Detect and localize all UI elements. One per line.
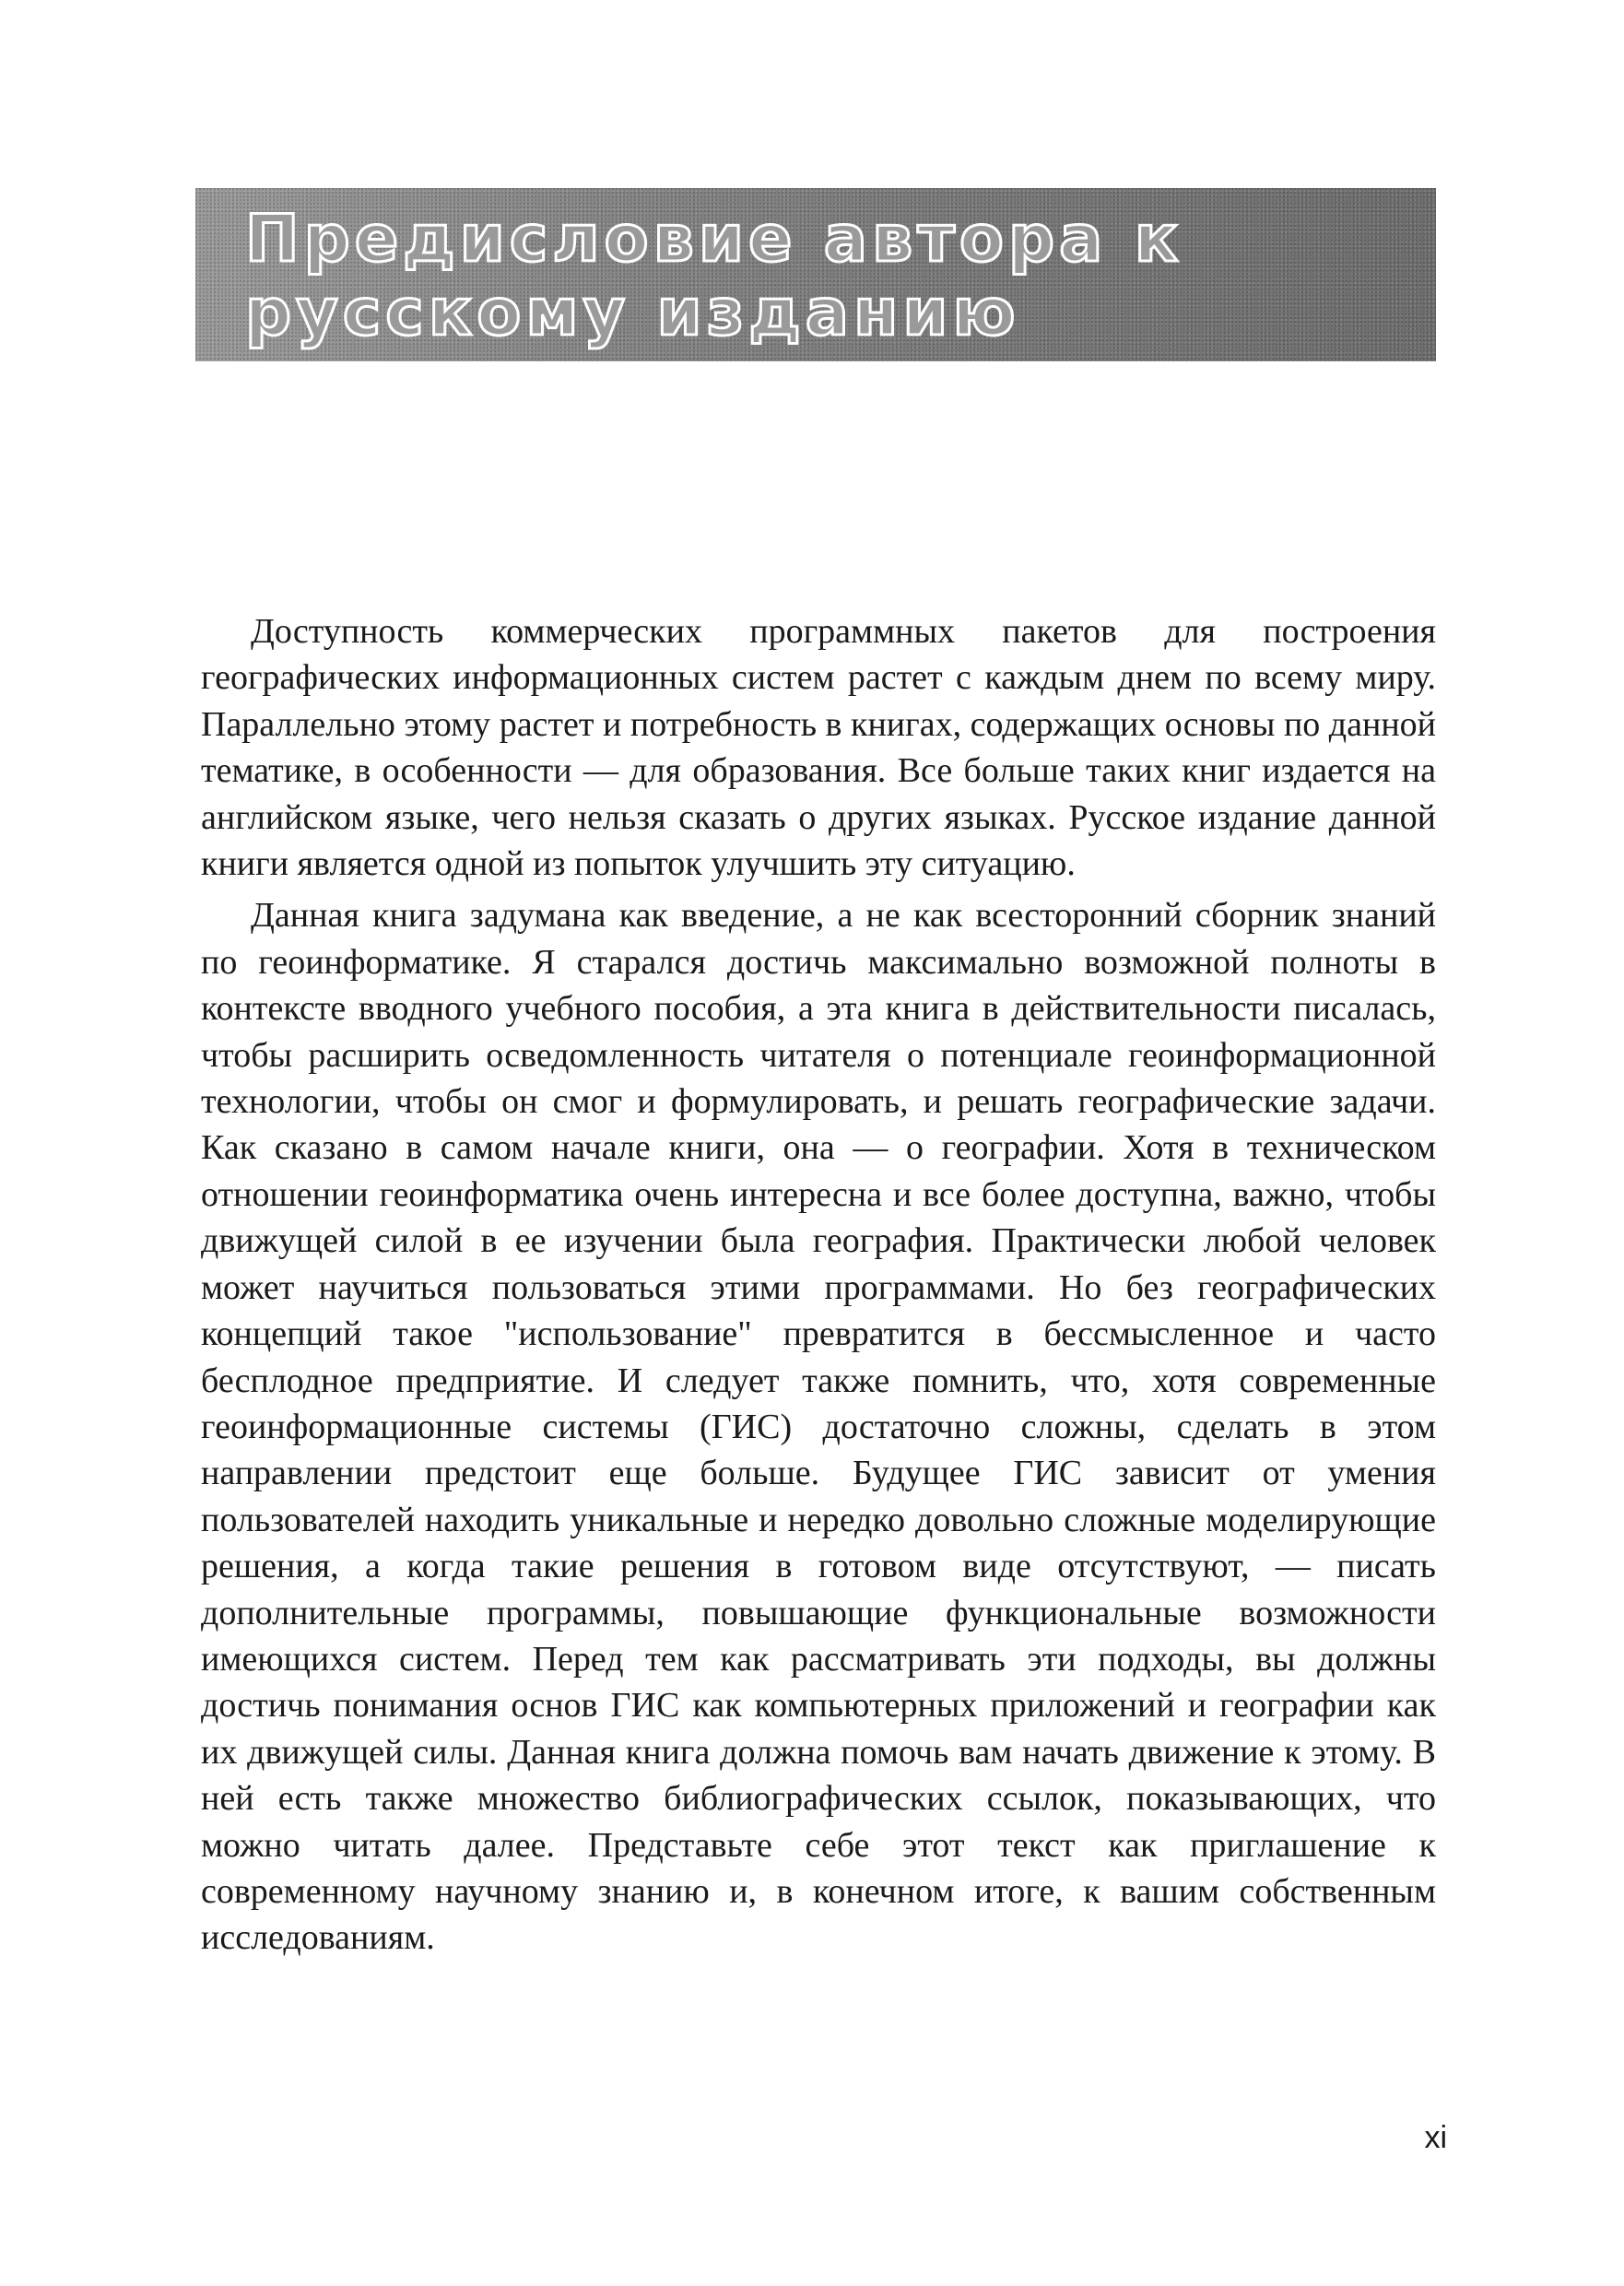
paragraph-2: Данная книга задумана как введение, а не как всесторонний сборник знаний по геоинформатике. Я старался достичь максимально возможной полноты в контексте вводного учебного пособия, а эта книга в действительности писалась, чтобы расширить осведомленность читателя о потенциале геоинформационной технологии, чтобы он смог и формулировать, и решать географические задачи. Как сказано в самом начале книги, она — о географии. Хотя в техническом отношении геоинформатика очень интересна и все более доступна, важно, чтобы движущей силой в ее изучении была география. Практически любой человек может научиться пользоваться этими программами. Но без географических концепций такое "использование" превратится в бессмысленное и часто бесплодное предприятие. И следует также помнить, что, хотя современные геоинформационные системы (ГИС) достаточно сложны, сделать в этом направлении предстоит еще больше. Будущее ГИС зависит от умения пользователей находить уникальные и нередко довольно сложные моделирующие решения, а когда такие решения в готовом виде отсутствуют, — писать дополнительные программы, повышающие функциональные возможности имеющихся систем. Перед тем как рассматривать эти подходы, вы должны достичь понимания основ ГИС как компьютерных приложений и географии как их движущей силы. Данная книга должна помочь вам начать движение к этому. В ней есть также множество библиографических ссылок, показывающих, что можно читать далее. Представьте себе этот текст как приглашение к современному научному знанию и, в конечном итоге, к вашим собственным исследованиям.	[201, 896, 1436, 1958]
chapter-title-line-2: русскому изданию	[245, 275, 1020, 350]
chapter-title-banner	[195, 188, 1436, 361]
chapter-title-line-1: Предисловие автора к	[245, 201, 1183, 277]
page-number: xi	[1424, 2120, 1447, 2155]
body-text	[201, 608, 1436, 1967]
paragraph-1: Доступность коммерческих программных пакетов для построения географических информационных систем растет с каждым днем по всему миру. Параллельно этому растет и потребность в книгах, содержащих основы по данной тематике, в особенности — для образования. Все больше таких книг издается на английском языке, чего нельзя сказать о других языках. Русское издание данной книги является одной из попыток улучшить эту ситуацию.	[201, 612, 1436, 884]
